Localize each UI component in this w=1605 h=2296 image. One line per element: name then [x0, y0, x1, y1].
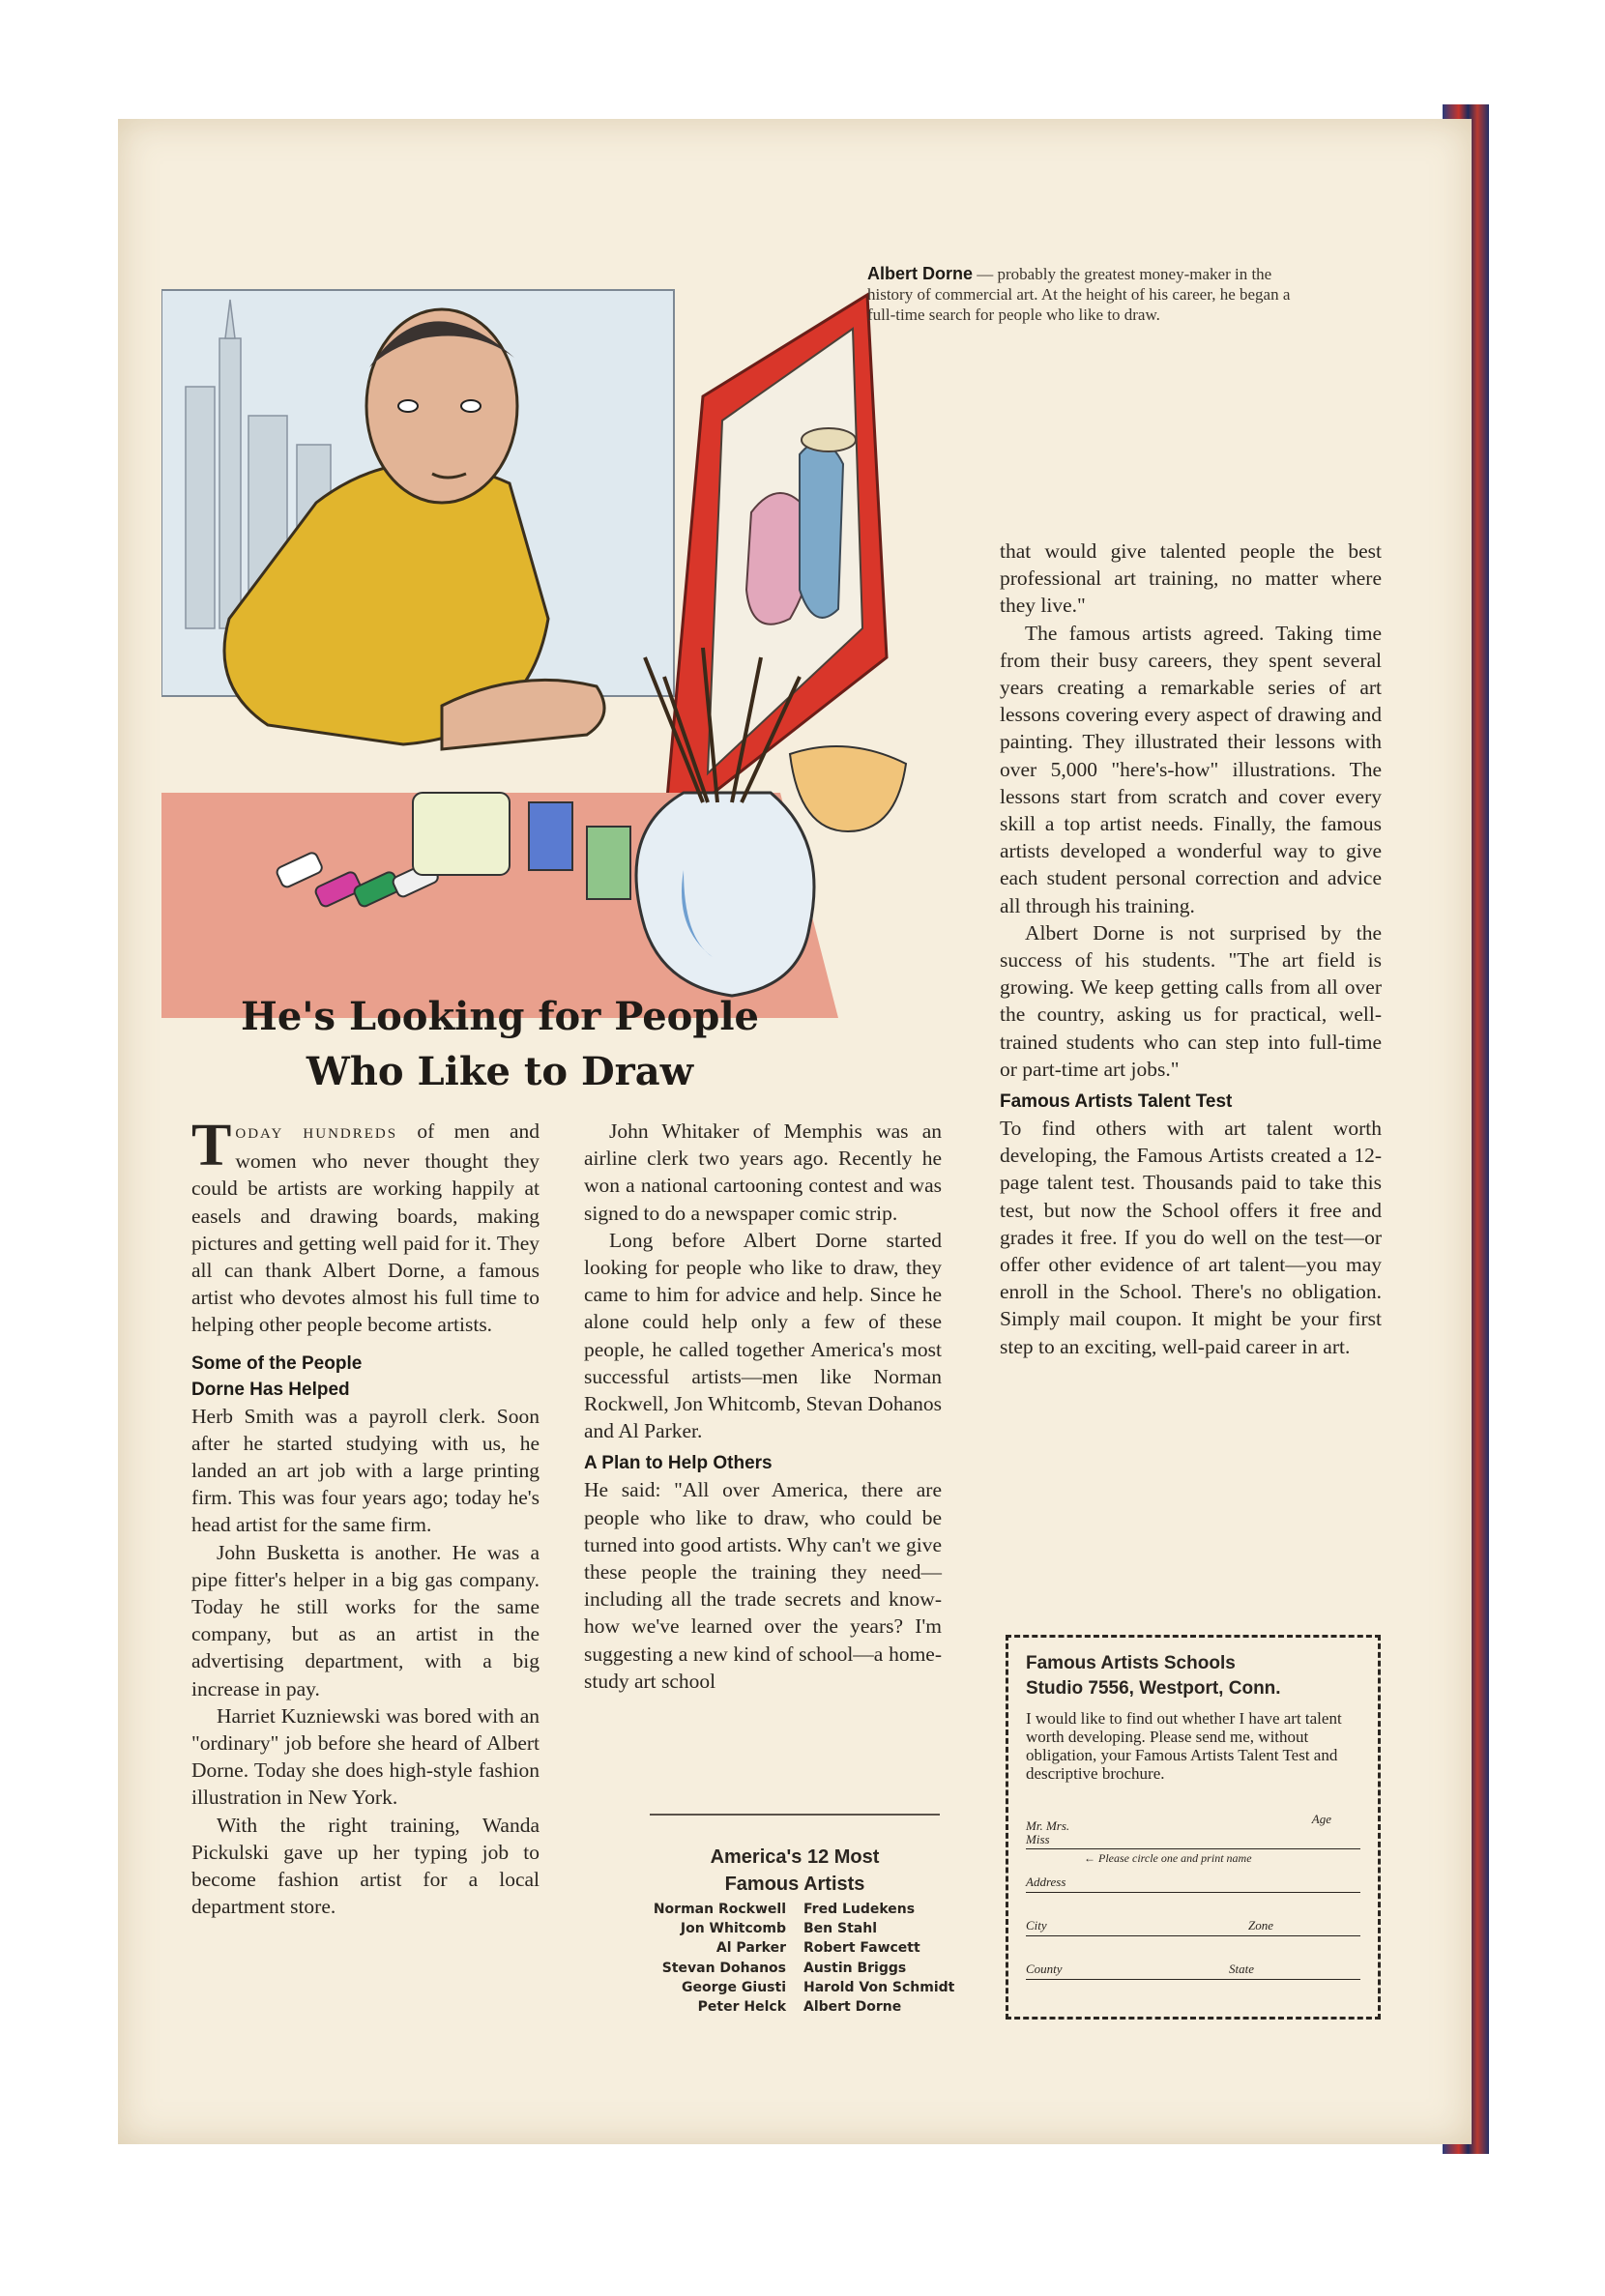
subhead-talent-test: Famous Artists Talent Test: [1000, 1091, 1233, 1113]
famous-title-line-2: Famous Artists: [724, 1874, 865, 1895]
paragraph: John Busketta is another. He was a pipe fitter's helper in a big gas company. Today he still works for the same company, but as an artist in the advertising department, with a big increase in pay.: [191, 1540, 540, 1700]
paragraph: With the right training, Wanda Pickulski gave up her typing job to become fashion artist for a local department store.: [191, 1813, 540, 1919]
coupon-title-1: Famous Artists Schools: [1026, 1653, 1236, 1673]
salutation-label: Mr. Mrs. Miss: [1026, 1818, 1070, 1846]
article-column-2: [584, 1118, 942, 1695]
famous-artists-title: [621, 1844, 969, 1898]
name-field[interactable]: [1026, 1798, 1360, 1865]
artist-face: [366, 309, 517, 503]
coupon-form: [1026, 1798, 1360, 1980]
city-label: City: [1026, 1918, 1047, 1933]
paragraph: that would give talented people the best professional art training, no matter where they live.": [1000, 539, 1382, 618]
address-field[interactable]: [1026, 1849, 1360, 1893]
paragraph: Herb Smith was a payroll clerk. Soon after he started studying with us, he landed an art job with a large printing firm. This was four years ago; today he's head artist for the same firm.: [191, 1404, 540, 1537]
artist-name: Stevan Dohanos: [661, 1960, 786, 1976]
subhead-line-2: Dorne Has Helped: [191, 1379, 350, 1400]
subhead-people-helped: [191, 1351, 540, 1403]
artist-name: Ben Stahl: [803, 1921, 877, 1937]
caption-text: — probably the greatest money-maker in the history of commercial art. At the height of his career, he began a full-time search for people who like to draw.: [867, 265, 1291, 324]
artist-name: George Giusti: [682, 1979, 786, 1995]
artist-name: Al Parker: [715, 1940, 786, 1957]
paragraph: Harriet Kuzniewski was bored with an "ordinary" job before she heard of Albert Dorne. Today she does high-style fashion illustration in New York.: [191, 1703, 540, 1810]
paragraph: The famous artists agreed. Taking time from their busy careers, they spent several years creating a remarkable series of art lessons covering every aspect of drawing and painting. They illustrated their lessons with over 5,000 "here's-how" illustrations. The lessons start from scratch and cover every skill a top artist needs. Finally, the famous artists developed a wonderful way to give each student personal correction and advice all through his training.: [1000, 621, 1382, 917]
headline-line-1: He's Looking for People: [241, 994, 759, 1039]
paragraph: John Whitaker of Memphis was an airline clerk two years ago. Recently he won a national cartooning contest and was signed to do a newspaper comic strip.: [584, 1119, 942, 1225]
artist-name: Harold Von Schmidt: [803, 1979, 955, 1995]
artist-name: Jon Whitcomb: [680, 1921, 786, 1937]
paragraph: He said: "All over America, there are people who like to draw, who could be turned into good artists. Why can't we give these people the training they need—including all the trade secrets and know-how we've learned over the years? I'm suggesting a new kind of school—a home-study art school: [584, 1478, 942, 1693]
article-column-1: [191, 1113, 540, 1920]
article-column-3: [1000, 538, 1382, 1360]
city-zone-field[interactable]: [1026, 1893, 1360, 1936]
artist-name: Peter Helck: [697, 1999, 786, 2016]
zone-label: Zone: [1248, 1918, 1273, 1933]
state-label: State: [1229, 1962, 1254, 1976]
famous-artists-list: [592, 1900, 998, 2017]
county-label: County: [1026, 1962, 1063, 1976]
headline: [234, 989, 766, 1099]
paragraph: Albert Dorne is not surprised by the success of his students. "The art field is growing. We keep getting calls from all over the country, asking us for practical, well-trained students who can step into full-time or part-time art jobs.": [1000, 920, 1382, 1081]
paragraph: To find others with art talent worth developing, the Famous Artists created a 12-page talent test. Thousands paid to take this test, but now the School offers it free and grades it free. If you do well on the test—or offer other evidence of art talent—you may enroll in the School. There's no obligation. Simply mail coupon. It might be your first step to an exciting, well-paid career in art.: [1000, 1117, 1382, 1358]
subhead-plan: A Plan to Help Others: [584, 1453, 773, 1474]
artist-name: Albert Dorne: [803, 1999, 902, 2016]
albert-dorne-illustration: [161, 251, 964, 1018]
artist-name: Fred Ludekens: [803, 1902, 916, 1917]
county-state-field[interactable]: [1026, 1936, 1360, 1980]
illustration-caption: [867, 264, 1307, 325]
coupon-title-2: Studio 7556, Westport, Conn.: [1026, 1678, 1281, 1699]
caption-name: Albert Dorne: [867, 264, 974, 283]
circle-note: ← Please circle one and print name: [1084, 1851, 1252, 1865]
age-label: Age: [1311, 1812, 1331, 1826]
artist-name: Austin Briggs: [803, 1960, 907, 1976]
paragraph: Long before Albert Dorne started looking for people who like to draw, they came to him for advice and help. Since he alone could help only a few of these people, he called together America's most successful artists—men like Norman Rockwell, Jon Whitcomb, Stevan Dohanos and Al Parker.: [584, 1228, 942, 1443]
famous-title-line-1: America's 12 Most: [710, 1846, 880, 1868]
intro-paragraph: [191, 1113, 540, 1339]
address-label: Address: [1026, 1875, 1066, 1889]
coupon-body: I would like to find out whether I have art talent worth developing. Please send me, without obligation, your Famous Artists Talent Test and descriptive brochure.: [1026, 1709, 1342, 1783]
drop-cap: T: [191, 1113, 232, 1178]
artist-name: Robert Fawcett: [803, 1940, 920, 1957]
headline-line-2: Who Like to Draw: [306, 1049, 694, 1094]
water-bowl: [790, 746, 906, 831]
mail-coupon[interactable]: [1006, 1635, 1381, 2020]
divider-rule: [650, 1814, 940, 1816]
intro-text: of men and women who never thought they could be artists are working happily at easels and drawing boards, making pictures and getting well paid for it. They all can thank Albert Dorne, a famous artist who devotes almost his full time to helping other people become artists.: [191, 1119, 540, 1337]
subhead-line-1: Some of the People: [191, 1352, 363, 1374]
artist-name: Norman Rockwell: [653, 1902, 786, 1917]
intro-smallcaps: ODAY HUNDREDS: [235, 1126, 398, 1142]
advertisement-page: [118, 119, 1472, 2144]
